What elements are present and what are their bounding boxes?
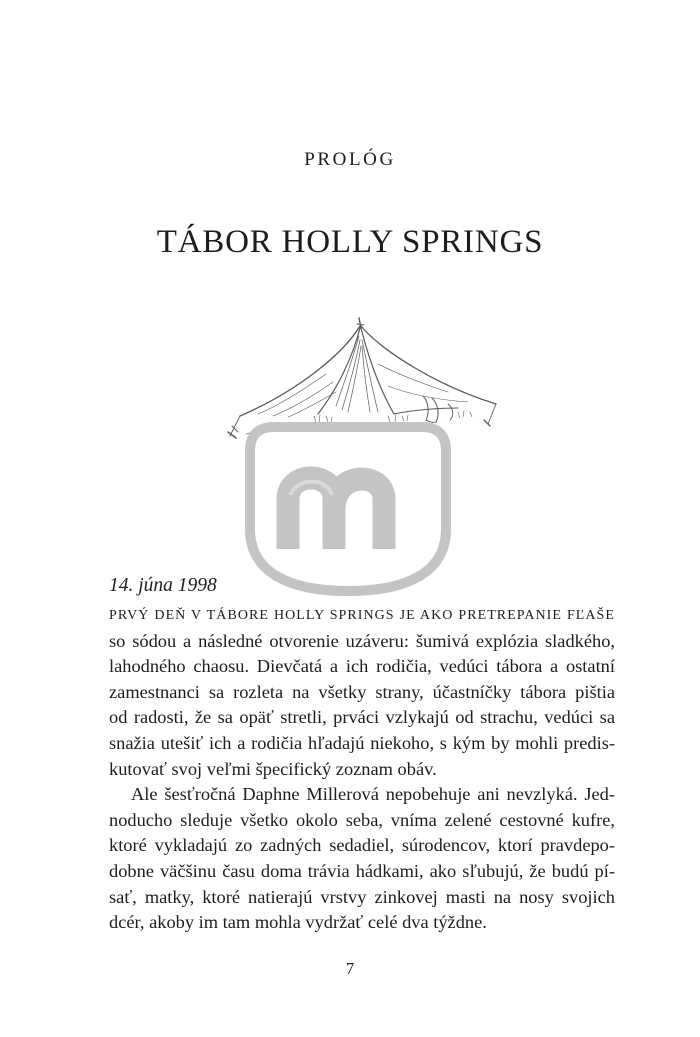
page-number: 7 bbox=[345, 959, 355, 978]
body-line: ktoré vykladajú zo zadných sedadiel, súrodencov, ktorí pravdepo- bbox=[109, 835, 615, 856]
body-line: od radosti, že sa opäť stretli, prváci vzlykajú od strachu, vedúci sa bbox=[109, 707, 615, 728]
m-logo-watermark bbox=[238, 415, 458, 600]
body-line: Ale šesťročná Daphne Millerová nepobehuje ani nevzlyká. Jed- bbox=[131, 784, 615, 805]
chapter-date: 14. júna 1998 bbox=[109, 575, 217, 596]
section-label: PROLÓG bbox=[304, 149, 396, 170]
body-line: kutovať svoj veľmi špecifický zoznam obáv. bbox=[109, 758, 437, 779]
body-line: zamestnanci sa rozleta na všetky strany, účastníčky tábora pištia bbox=[109, 681, 615, 702]
body-line: so sódou a následné otvorenie uzáveru: šumivá explózia sladkého, bbox=[109, 630, 615, 651]
body-line: dcér, akoby im tam mohla vydržať celé dva týždne. bbox=[109, 912, 487, 933]
body-line: snažia utešiť ich a rodičia hľadajú niekoho, s kým by mohli predis- bbox=[109, 732, 615, 753]
body-line: dobne väčšinu času doma trávia hádkami, ako sľubujú, že budú pí- bbox=[109, 860, 615, 881]
body-text bbox=[109, 603, 615, 936]
body-line: PRVÝ DEŇ V TÁBORE HOLLY SPRINGS JE AKO PRETREPANIE FĽAŠE bbox=[109, 608, 615, 623]
chapter-title: TÁBOR HOLLY SPRINGS bbox=[156, 224, 544, 260]
body-line: sať, matky, ktoré natierajú vrstvy zinkovej masti na nosy svojich bbox=[109, 886, 615, 907]
body-line: lahodného chaosu. Dievčatá a ich rodičia, vedúci tábora a ostatní bbox=[109, 656, 615, 677]
body-line: noducho sleduje všetko okolo seba, vníma zelené cestovné kufre, bbox=[109, 809, 615, 830]
